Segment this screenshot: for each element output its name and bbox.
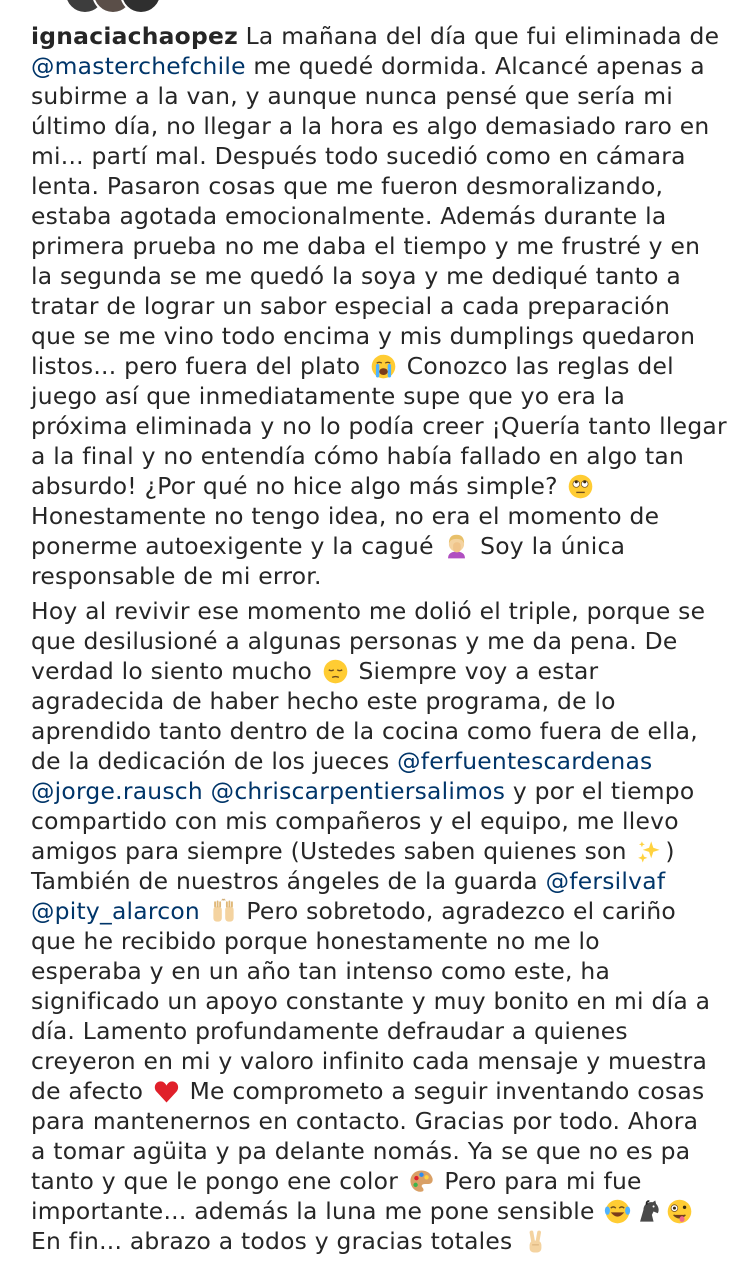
caption-line <box>31 866 746 896</box>
avatar-stack[interactable] <box>64 0 184 12</box>
raising-hands-icon <box>210 898 237 925</box>
caption-text: listos... pero fuera del plato <box>31 352 361 380</box>
caption-line: compartido con mis compañeros y el equipo, me llevo <box>31 807 679 835</box>
caption-line <box>31 471 746 501</box>
caption-line: tratar de lograr un sabor especial a cada preparación <box>31 292 671 320</box>
zany-face-icon <box>666 1198 693 1225</box>
caption-line: que he recibido porque honestamente no me lo <box>31 927 600 955</box>
caption-line: último día, no llegar a la hora es algo demasiado raro en <box>31 112 710 140</box>
caption-line: esperaba y en un año tan intenso como este, ha <box>31 957 611 985</box>
caption-line: a la final y no entendía cómo había fallado en algo tan <box>31 442 685 470</box>
caption-line <box>31 656 746 686</box>
caption-text: amigos para siempre (Ustedes saben quienes son <box>31 837 635 865</box>
caption-line <box>31 51 746 81</box>
woman-facepalming-icon <box>443 533 470 560</box>
mention-link[interactable]: @jorge.rausch <box>31 777 203 805</box>
caption-line: Honestamente no tengo idea, no era el momento de <box>31 502 660 530</box>
post-caption <box>31 21 746 1256</box>
caption-line <box>31 1196 746 1226</box>
caption-line <box>31 1076 746 1106</box>
pensive-face-icon <box>322 658 349 685</box>
caption-line: que desilusioné a algunas personas y me da pena. De <box>31 627 678 655</box>
username-link[interactable]: ignaciachaopez <box>31 22 238 50</box>
caption-text: ponerme autoexigente y la cagué <box>31 532 434 560</box>
caption-line <box>31 21 746 51</box>
caption-line <box>31 531 746 561</box>
mention-link[interactable]: @ferfuentescardenas <box>397 747 653 775</box>
caption-text: Siempre voy a estar <box>350 657 599 685</box>
caption-line: próxima eliminada y no lo podía creer ¡Quería tanto llegar <box>31 412 727 440</box>
mention-link[interactable]: @pity_alarcon <box>31 897 200 925</box>
caption-text: Me comprometo a seguir inventando cosas <box>181 1077 705 1105</box>
caption-text: y por el tiempo <box>505 777 695 805</box>
face-with-tears-of-joy-icon <box>604 1198 631 1225</box>
loudly-crying-face-icon <box>370 353 397 380</box>
caption-line: responsable de mi error. <box>31 562 322 590</box>
artist-palette-icon <box>408 1168 435 1195</box>
caption-text: La mañana del día que fui eliminada de <box>237 22 720 50</box>
caption-line: día. Lamento profundamente defraudar a quienes <box>31 1017 628 1045</box>
victory-hand-icon <box>522 1228 549 1255</box>
caption-text: Conozco las reglas del <box>399 352 674 380</box>
caption-line <box>31 896 746 926</box>
caption-text: ) <box>665 837 675 865</box>
caption-line: a tomar agüita y pa delante nomás. Ya se que no es pa <box>31 1137 691 1165</box>
caption-line: estaba agotada emocionalmente. Además durante la <box>31 202 667 230</box>
caption-text: me quedé dormida. Alcancé apenas a <box>245 52 705 80</box>
caption-text: verdad lo siento mucho <box>31 657 313 685</box>
mention-link[interactable]: @chriscarpentiersalimos <box>210 777 506 805</box>
mention-link[interactable]: @masterchefchile <box>31 52 246 80</box>
caption-text: Pero para mi fue <box>436 1167 642 1195</box>
caption-line <box>31 746 746 776</box>
caption-text: tanto y que le pongo ene color <box>31 1167 399 1195</box>
caption-line: aprendido tanto dentro de la cocina como fuera de ella, <box>31 717 698 745</box>
caption-text: En fin... abrazo a todos y gracias totales <box>31 1227 513 1255</box>
caption-text: de afecto <box>31 1077 144 1105</box>
caption-line: juego así que inmediatamente supe que yo era la <box>31 382 626 410</box>
face-with-rolling-eyes-icon <box>567 473 594 500</box>
caption-line <box>31 1226 746 1256</box>
caption-line: creyeron en mi y valoro infinito cada mensaje y muestra <box>31 1047 708 1075</box>
caption-line: subirme a la van, y aunque nunca pensé que sería mi <box>31 82 674 110</box>
caption-line <box>31 1166 746 1196</box>
sparkles-icon <box>636 838 663 865</box>
caption-line: que se me vino todo encima y mis dumplings quedaron <box>31 322 696 350</box>
caption-line: lenta. Pasaron cosas que me fueron desmoralizando, <box>31 172 664 200</box>
caption-text: importante... además la luna me pone sensible <box>31 1197 595 1225</box>
caption-line <box>31 776 746 806</box>
caption-line: agradecida de haber hecho este programa, de lo <box>31 687 616 715</box>
caption-line: para mantenernos en contacto. Gracias por todo. Ahora <box>31 1107 699 1135</box>
caption-text: Pero sobretodo, agradezco el cariño <box>238 897 676 925</box>
caption-text: absurdo! ¿Por qué no hice algo más simple? <box>31 472 558 500</box>
caption-line: la segunda se me quedó la soya y me dediqué tanto a <box>31 262 681 290</box>
header-strip <box>0 0 755 18</box>
caption-line: primera prueba no me daba el tiempo y me frustré y en <box>31 232 701 260</box>
caption-line: Hoy al revivir ese momento me dolió el triple, porque se <box>31 597 706 625</box>
mention-link[interactable]: @fersilvaf <box>545 867 666 895</box>
caption-text: Soy la única <box>472 532 626 560</box>
caption-text: de la dedicación de los jueces <box>31 747 398 775</box>
caption-line: significado un apoyo constante y muy bonito en mi día a <box>31 987 711 1015</box>
caption-text: También de nuestros ángeles de la guarda <box>31 867 546 895</box>
red-heart-icon <box>153 1078 180 1105</box>
avatar[interactable] <box>120 0 162 14</box>
caption-line: mi... partí mal. Después todo sucedió como en cámara <box>31 142 686 170</box>
caption-line <box>31 351 746 381</box>
caption-line <box>31 836 746 866</box>
horse-icon <box>635 1198 662 1225</box>
caption-text <box>203 777 211 805</box>
